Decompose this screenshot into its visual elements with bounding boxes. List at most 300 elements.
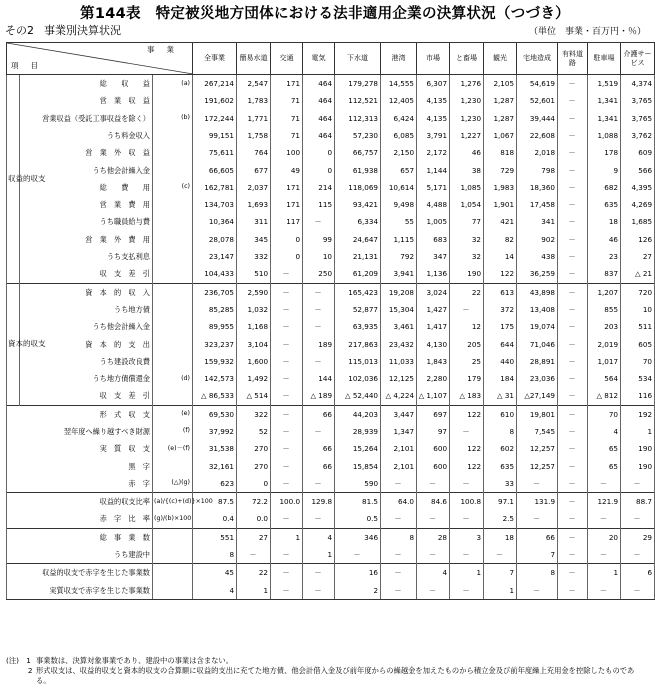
table-cell: 2,280 [417, 370, 450, 387]
table-cell: 126 [621, 231, 655, 248]
row-label: 営 業 外 費 用 [20, 231, 153, 248]
row-label: うち他会計繰入金 [20, 318, 153, 335]
table-cell: 190 [450, 265, 484, 283]
table-cell: 311 [237, 213, 271, 230]
table-cell: － [517, 582, 558, 600]
table-row [7, 335, 655, 352]
table-cell: 61,209 [335, 265, 381, 283]
table-cell: 464 [303, 110, 335, 127]
table-cell: － [303, 283, 335, 301]
row-label: 実質収支で赤字を生じた事業数 [7, 582, 153, 600]
table-cell: 4,269 [621, 196, 655, 213]
row-label: うち他会計繰入金 [20, 161, 153, 178]
table-cell: 270 [237, 440, 271, 457]
table-cell: 2,547 [237, 75, 271, 93]
table-cell: － [588, 475, 621, 493]
table-cell: － [558, 546, 588, 564]
table-row [7, 75, 655, 93]
table-cell: 564 [588, 370, 621, 387]
table-cell: － [558, 196, 588, 213]
row-label: 実 質 収 支 [7, 440, 153, 457]
table-cell: 0 [237, 475, 271, 493]
table-cell: － [450, 510, 484, 528]
table-cell: △ 86,533 [193, 387, 237, 405]
table-cell: 720 [621, 283, 655, 301]
row-code [153, 387, 193, 405]
table-cell: 3,765 [621, 92, 655, 109]
table-cell: 192 [621, 405, 655, 423]
table-cell: 5,171 [417, 179, 450, 196]
table-cell: 1,427 [417, 301, 450, 318]
table-cell: 66 [303, 405, 335, 423]
table-cell: － [621, 582, 655, 600]
table-cell: － [303, 301, 335, 318]
table-cell: － [417, 510, 450, 528]
table-cell: － [417, 475, 450, 493]
table-cell: 511 [621, 318, 655, 335]
table-row [7, 110, 655, 127]
table-cell: 792 [381, 248, 417, 265]
table-cell: 610 [484, 405, 517, 423]
row-label: うち職員給与費 [20, 213, 153, 230]
table-cell: △ 183 [450, 387, 484, 405]
table-cell: 1,783 [237, 92, 271, 109]
table-cell: 590 [335, 475, 381, 493]
table-cell: 902 [517, 231, 558, 248]
table-cell: 1,287 [484, 110, 517, 127]
table-cell: 1,693 [237, 196, 271, 213]
table-cell: 63,935 [335, 318, 381, 335]
table-cell: － [517, 510, 558, 528]
table-cell: 4 [588, 423, 621, 440]
table-row [7, 231, 655, 248]
table-cell: 179,278 [335, 75, 381, 93]
table-cell: 28,078 [193, 231, 237, 248]
row-label: 収 支 差 引 [20, 387, 153, 405]
column-header: 下水道 [335, 43, 381, 75]
row-code [153, 265, 193, 283]
table-row [7, 196, 655, 213]
table-cell: 697 [417, 405, 450, 423]
row-code [153, 127, 193, 144]
table-cell: 1,230 [450, 92, 484, 109]
table-cell: 1,115 [381, 231, 417, 248]
table-cell: 82 [484, 231, 517, 248]
table-cell: － [621, 475, 655, 493]
row-label: うち地方債償還金 [20, 370, 153, 387]
table-cell: － [558, 493, 588, 511]
table-cell: － [558, 265, 588, 283]
table-cell: 104,433 [193, 265, 237, 283]
row-code [153, 248, 193, 265]
row-code [153, 564, 193, 582]
table-cell: 1 [588, 564, 621, 582]
table-cell: 0.0 [237, 510, 271, 528]
table-cell: － [558, 231, 588, 248]
row-code [153, 283, 193, 301]
table-cell: 1,341 [588, 110, 621, 127]
table-cell: 43,898 [517, 283, 558, 301]
table-cell: 46 [588, 231, 621, 248]
table-cell: － [558, 110, 588, 127]
table-cell: 4,135 [417, 110, 450, 127]
table-cell: － [381, 564, 417, 582]
table-cell: － [558, 370, 588, 387]
table-cell: 346 [335, 528, 381, 546]
table-cell: 1,067 [484, 127, 517, 144]
table-cell: 6,307 [417, 75, 450, 93]
table-cell: 175 [484, 318, 517, 335]
table-cell: 341 [517, 213, 558, 230]
table-cell: 24,647 [335, 231, 381, 248]
table-cell: 3,447 [381, 405, 417, 423]
table-cell: － [271, 546, 303, 564]
table-cell: 683 [417, 231, 450, 248]
table-cell: 6,424 [381, 110, 417, 127]
table-cell: 171 [271, 75, 303, 93]
row-label: 総 収 益 [20, 75, 153, 93]
table-cell: 1,230 [450, 110, 484, 127]
footnotes [6, 656, 646, 686]
table-cell: － [558, 301, 588, 318]
table-cell: 203 [588, 318, 621, 335]
table-row [7, 213, 655, 230]
table-cell: 19,074 [517, 318, 558, 335]
table-row [7, 301, 655, 318]
table-cell: 39,444 [517, 110, 558, 127]
column-header: 観光 [484, 43, 517, 75]
table-cell: － [558, 92, 588, 109]
table-cell: 100.0 [271, 493, 303, 511]
table-cell: 71 [271, 92, 303, 109]
table-cell: 510 [237, 265, 271, 283]
table-cell: 69,530 [193, 405, 237, 423]
table-cell: － [271, 283, 303, 301]
table-cell: 8 [381, 528, 417, 546]
row-code: (△)(g) [153, 475, 193, 493]
table-cell: 61,938 [335, 161, 381, 178]
table-cell: 3,461 [381, 318, 417, 335]
table-cell: 12,125 [381, 370, 417, 387]
table-cell: 16 [335, 564, 381, 582]
row-code [153, 92, 193, 109]
column-header: 簡易水道 [237, 43, 271, 75]
row-code: (d) [153, 370, 193, 387]
table-cell: 729 [484, 161, 517, 178]
table-cell: 23 [588, 248, 621, 265]
table-cell: 12,405 [381, 92, 417, 109]
table-cell: △ 189 [303, 387, 335, 405]
table-cell: 171 [271, 179, 303, 196]
page-title: 第144表 特定被災地方団体における法非適用企業の決算状況（つづき） [80, 6, 570, 22]
table-cell: 438 [517, 248, 558, 265]
table-cell: － [558, 335, 588, 352]
table-cell: 10,614 [381, 179, 417, 196]
table-cell: 38 [450, 161, 484, 178]
table-cell: 89,955 [193, 318, 237, 335]
row-code [153, 582, 193, 600]
table-cell: 1,685 [621, 213, 655, 230]
column-header: 介護サービス [621, 43, 655, 75]
table-row [7, 144, 655, 161]
row-label: うち建設改良費 [20, 353, 153, 370]
row-code: (b) [153, 110, 193, 127]
row-code: (a)/{(c)+(d)}×100 [153, 493, 193, 511]
table-cell: 1,758 [237, 127, 271, 144]
table-row [7, 370, 655, 387]
table-cell: 118,069 [335, 179, 381, 196]
table-cell: 66,605 [193, 161, 237, 178]
table-cell: － [558, 405, 588, 423]
table-cell: 190 [621, 458, 655, 475]
unit-note: （単位 事業・百万円・％） [528, 27, 646, 37]
table-cell: 8 [193, 546, 237, 564]
table-cell: 440 [484, 353, 517, 370]
corner-top-label: 事業 [147, 45, 187, 54]
table-cell: 122 [450, 458, 484, 475]
table-cell: － [381, 475, 417, 493]
table-cell: － [237, 546, 271, 564]
row-label: 営 業 外 収 益 [20, 144, 153, 161]
row-code [153, 318, 193, 335]
table-cell: － [558, 127, 588, 144]
table-cell: 22 [237, 564, 271, 582]
row-code [153, 353, 193, 370]
table-cell: △ 514 [237, 387, 271, 405]
table-cell: 112,521 [335, 92, 381, 109]
table-cell: 99 [303, 231, 335, 248]
table-cell: △ 21 [621, 265, 655, 283]
table-cell: 12,257 [517, 458, 558, 475]
table-cell: 117 [271, 213, 303, 230]
table-cell: 52,601 [517, 92, 558, 109]
table-cell: － [558, 179, 588, 196]
row-label: 黒 字 [7, 458, 153, 475]
table-cell: 172,244 [193, 110, 237, 127]
table-cell: － [271, 265, 303, 283]
table-row [7, 510, 655, 528]
table-row [7, 283, 655, 301]
table-cell: 2,019 [588, 335, 621, 352]
row-code [153, 546, 193, 564]
table-cell: 464 [303, 75, 335, 93]
table-row [7, 475, 655, 493]
table-cell: 4,130 [417, 335, 450, 352]
table-cell: 7 [484, 564, 517, 582]
table-cell: 323,237 [193, 335, 237, 352]
table-cell: 12,257 [517, 440, 558, 457]
table-cell: 236,705 [193, 283, 237, 301]
table-cell: － [588, 546, 621, 564]
table-cell: － [335, 546, 381, 564]
table-cell: 28,891 [517, 353, 558, 370]
table-cell: 0.4 [193, 510, 237, 528]
table-cell: 97 [417, 423, 450, 440]
table-cell: 179 [450, 370, 484, 387]
table-cell: 534 [621, 370, 655, 387]
table-cell: － [271, 458, 303, 475]
table-cell: 29 [621, 528, 655, 546]
table-cell: 682 [588, 179, 621, 196]
table-cell: 1,054 [450, 196, 484, 213]
table-cell: － [558, 161, 588, 178]
footnote-text: 事業数は、決算対象事業であり、建設中の事業は含まない。 [36, 656, 234, 665]
row-code [153, 301, 193, 318]
table-cell: 55 [381, 213, 417, 230]
table-cell: 134,703 [193, 196, 237, 213]
row-code: (c) [153, 179, 193, 196]
table-cell: － [271, 564, 303, 582]
table-row [7, 582, 655, 600]
table-cell: 217,863 [335, 335, 381, 352]
table-cell: － [558, 582, 588, 600]
table-cell: 142,573 [193, 370, 237, 387]
row-code: (a) [153, 75, 193, 93]
table-cell: － [271, 370, 303, 387]
table-cell: 3,104 [237, 335, 271, 352]
table-cell: 1,341 [588, 92, 621, 109]
table-cell: － [558, 144, 588, 161]
table-cell: 122 [484, 265, 517, 283]
table-row [7, 564, 655, 582]
table-cell: 10,364 [193, 213, 237, 230]
column-header: 宅地造成 [517, 43, 558, 75]
table-cell: 1 [303, 546, 335, 564]
table-cell: 6 [621, 564, 655, 582]
table-cell: 15,264 [335, 440, 381, 457]
table-cell: － [271, 423, 303, 440]
table-cell: － [271, 318, 303, 335]
table-cell: － [303, 353, 335, 370]
table-cell: 65 [588, 440, 621, 457]
table-cell: 4 [303, 528, 335, 546]
row-code [153, 528, 193, 546]
table-cell: 347 [417, 248, 450, 265]
table-cell: 855 [588, 301, 621, 318]
group-label-capital: 資本的収支 [7, 283, 20, 405]
table-cell: 93,421 [335, 196, 381, 213]
table-cell: 8 [484, 423, 517, 440]
table-cell: 270 [237, 458, 271, 475]
table-cell: 122 [450, 440, 484, 457]
table-cell: － [303, 582, 335, 600]
table-row [7, 440, 655, 457]
table-cell: 36,259 [517, 265, 558, 283]
table-cell: 84.6 [417, 493, 450, 511]
table-cell: 1,032 [237, 301, 271, 318]
table-cell: 4,395 [621, 179, 655, 196]
table-cell: 3,765 [621, 110, 655, 127]
table-cell: － [303, 475, 335, 493]
table-cell: 1,144 [417, 161, 450, 178]
table-cell: － [558, 475, 588, 493]
table-cell: 1,287 [484, 92, 517, 109]
table-cell: 798 [517, 161, 558, 178]
row-code: (g)/(b)×100 [153, 510, 193, 528]
table-cell: － [381, 546, 417, 564]
header-corner [7, 43, 193, 75]
table-cell: 2,172 [417, 144, 450, 161]
table-cell: － [271, 405, 303, 423]
table-cell: 70 [588, 405, 621, 423]
table-cell: 345 [237, 231, 271, 248]
table-cell: 99,151 [193, 127, 237, 144]
table-cell: 18,360 [517, 179, 558, 196]
table-row [7, 546, 655, 564]
table-cell: 70 [621, 353, 655, 370]
table-cell: － [558, 213, 588, 230]
table-cell: 33 [484, 475, 517, 493]
table-cell: － [558, 423, 588, 440]
table-cell: △ 52,440 [335, 387, 381, 405]
row-label: うち建設中 [7, 546, 153, 564]
table-cell: 23,036 [517, 370, 558, 387]
table-cell: 45 [193, 564, 237, 582]
table-cell: － [558, 564, 588, 582]
row-label: 収益的収支で赤字を生じた事業数 [7, 564, 153, 582]
table-cell: － [558, 283, 588, 301]
table-cell: 102,036 [335, 370, 381, 387]
table-cell: 144 [303, 370, 335, 387]
footnote-text: 形式収支は、収益的収支と資本的収支の合算額に収益的支出に充てた地方債、他会計借入金及び前年度からの繰越金を加えたものから積立金及び前年度繰上充用金を控除したものである。 [36, 665, 635, 685]
table-cell: 566 [621, 161, 655, 178]
table-cell: － [588, 510, 621, 528]
table-cell: 332 [237, 248, 271, 265]
table-cell: 75,611 [193, 144, 237, 161]
table-cell: － [558, 440, 588, 457]
row-code [153, 458, 193, 475]
row-label: うち地方債 [20, 301, 153, 318]
table-cell: 19,801 [517, 405, 558, 423]
table-cell: 600 [417, 458, 450, 475]
table-cell: － [417, 546, 450, 564]
table-cell: 1 [450, 564, 484, 582]
table-cell: 3,941 [381, 265, 417, 283]
table-cell: － [558, 387, 588, 405]
table-cell: 100 [271, 144, 303, 161]
table-cell: 32,161 [193, 458, 237, 475]
table-row [7, 127, 655, 144]
row-label: 総 費 用 [20, 179, 153, 196]
table-cell: 66,757 [335, 144, 381, 161]
table-cell: 1,207 [588, 283, 621, 301]
table-cell: 71 [271, 127, 303, 144]
table-cell: 635 [484, 458, 517, 475]
table-cell: 1,017 [588, 353, 621, 370]
table-cell: 28 [417, 528, 450, 546]
table-cell: － [271, 301, 303, 318]
table-cell: 372 [484, 301, 517, 318]
settlement-table [6, 42, 655, 600]
table-cell: 2.5 [484, 510, 517, 528]
table-cell: 1,843 [417, 353, 450, 370]
table-cell: 65 [588, 458, 621, 475]
footnote-key: 2 [6, 665, 33, 675]
table-row [7, 179, 655, 196]
table-cell: 52,877 [335, 301, 381, 318]
footnote-key: (注) 1 [6, 656, 31, 665]
table-cell: 14 [484, 248, 517, 265]
table-cell: 7,545 [517, 423, 558, 440]
table-cell: 66 [303, 458, 335, 475]
table-cell: 116 [621, 387, 655, 405]
row-label: 収 支 差 引 [20, 265, 153, 283]
table-cell: 28,939 [335, 423, 381, 440]
table-cell: 605 [621, 335, 655, 352]
row-label: 営 業 収 益 [20, 92, 153, 109]
footnote [6, 656, 646, 666]
table-cell: － [450, 582, 484, 600]
